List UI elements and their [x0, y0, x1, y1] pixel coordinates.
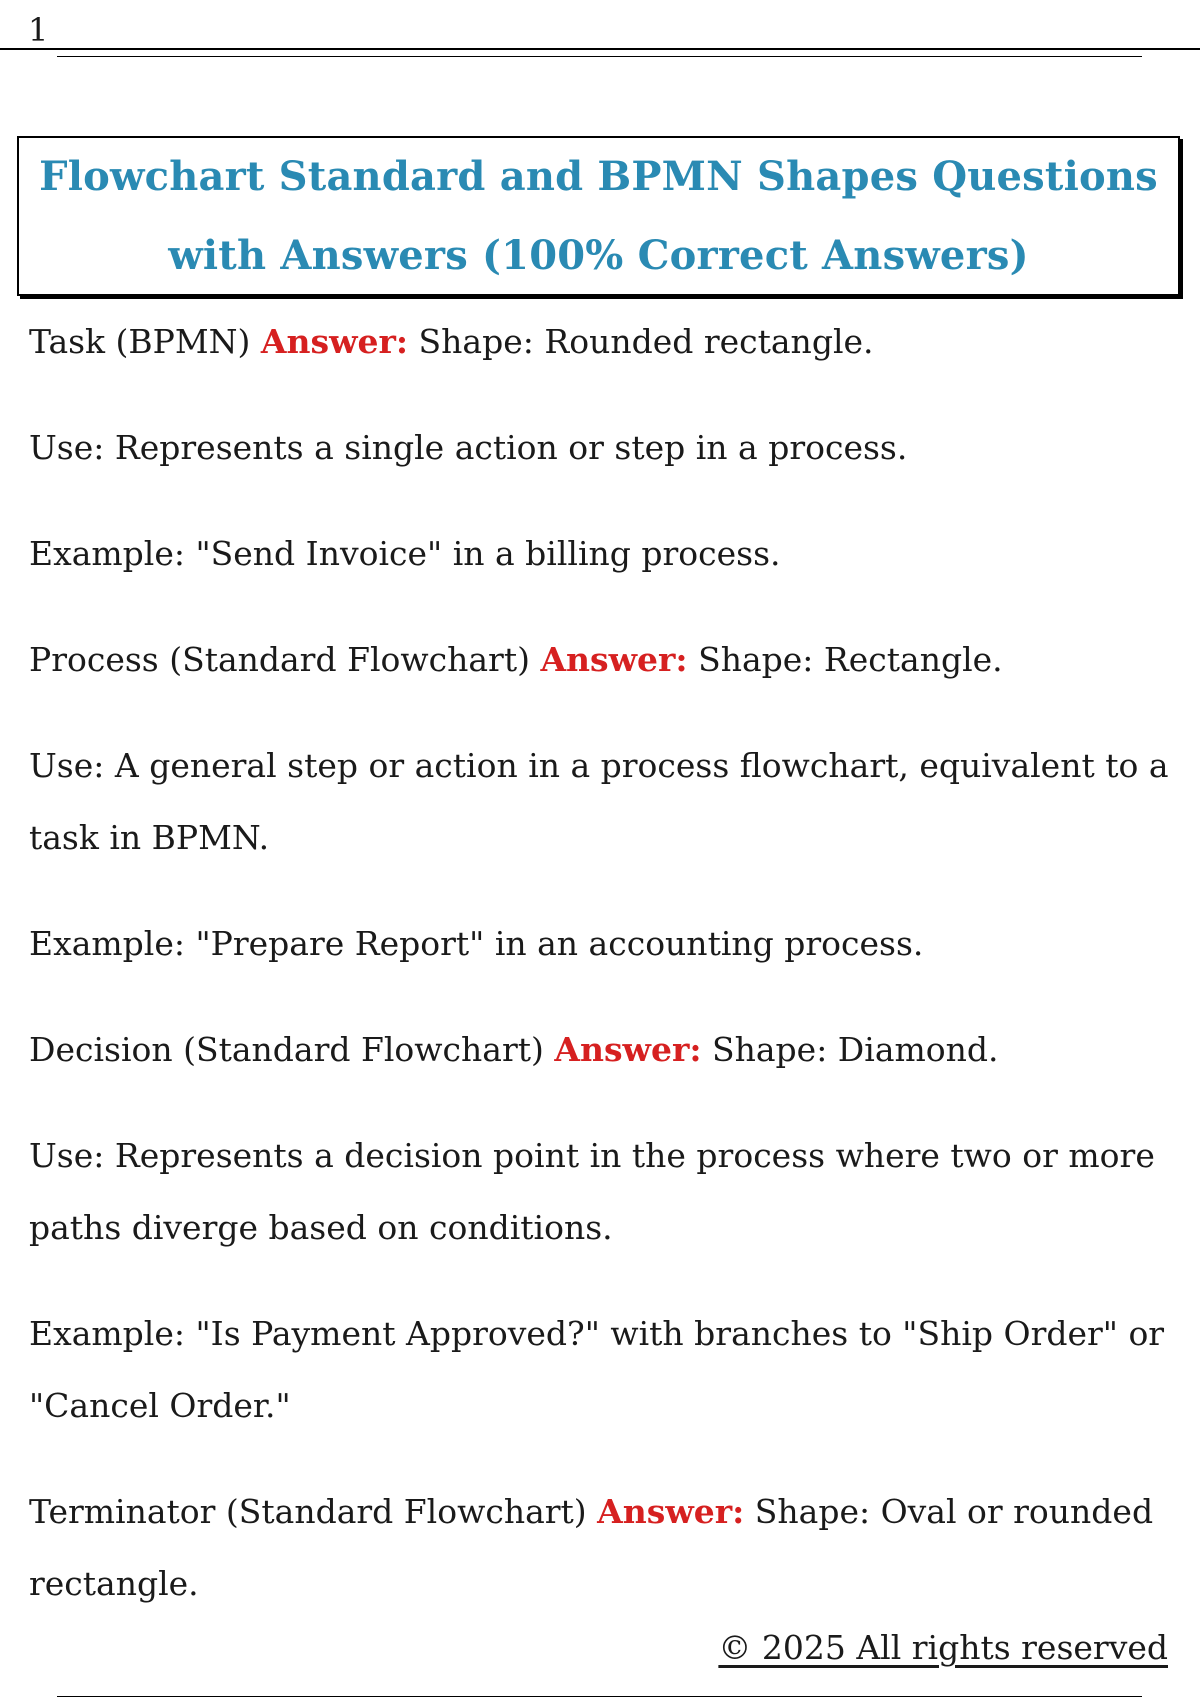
entry-shape: Shape: Diamond.: [701, 1030, 999, 1069]
entry-shape: Shape: Rectangle.: [687, 640, 1003, 679]
entry-example: Example: "Send Invoice" in a billing process.: [29, 534, 781, 573]
page-number: 1: [28, 11, 49, 49]
entry-example: Example: "Is Payment Approved?" with branches to "Ship Order" or "Cancel Order.": [29, 1314, 1165, 1425]
entry-term: Terminator (Standard Flowchart): [29, 1492, 598, 1531]
entry-shape: Shape: Rounded rectangle.: [408, 322, 874, 361]
answer-label: Answer:: [260, 322, 409, 361]
copyright-notice: © 2025 All rights reserved: [718, 1628, 1168, 1667]
entry-use: Use: Represents a single action or step in a process.: [29, 428, 908, 467]
footer-rule: [57, 1696, 1142, 1697]
header-rule-bottom: [57, 56, 1142, 57]
header-rule-top: [0, 48, 1200, 50]
title-box: [17, 136, 1180, 296]
answer-label: Answer:: [597, 1492, 745, 1531]
document-title: Flowchart Standard and BPMN Shapes Questions with Answers (100% Correct Answers): [39, 153, 1158, 279]
entry-heading: [29, 624, 1169, 696]
entry-use: Use: A general step or action in a process flowchart, equivalent to a task in BPMN.: [29, 746, 1169, 857]
answer-label: Answer:: [554, 1030, 702, 1069]
entry-use: Use: Represents a decision point in the process where two or more paths diverge based on conditions.: [29, 1136, 1155, 1247]
document-body: [29, 306, 1169, 1654]
answer-label: Answer:: [540, 640, 688, 679]
entry-example: Example: "Prepare Report" in an accounting process.: [29, 924, 924, 963]
entry-heading: [29, 1014, 1169, 1086]
entry-term: Decision (Standard Flowchart): [29, 1030, 555, 1069]
entry-term: Task (BPMN): [29, 322, 261, 361]
entry-term: Process (Standard Flowchart): [29, 640, 541, 679]
entry-shape: Shape: Oval or rounded rectangle.: [29, 1492, 1154, 1603]
entry-heading: [29, 1476, 1169, 1620]
entry-heading: [29, 306, 1169, 378]
